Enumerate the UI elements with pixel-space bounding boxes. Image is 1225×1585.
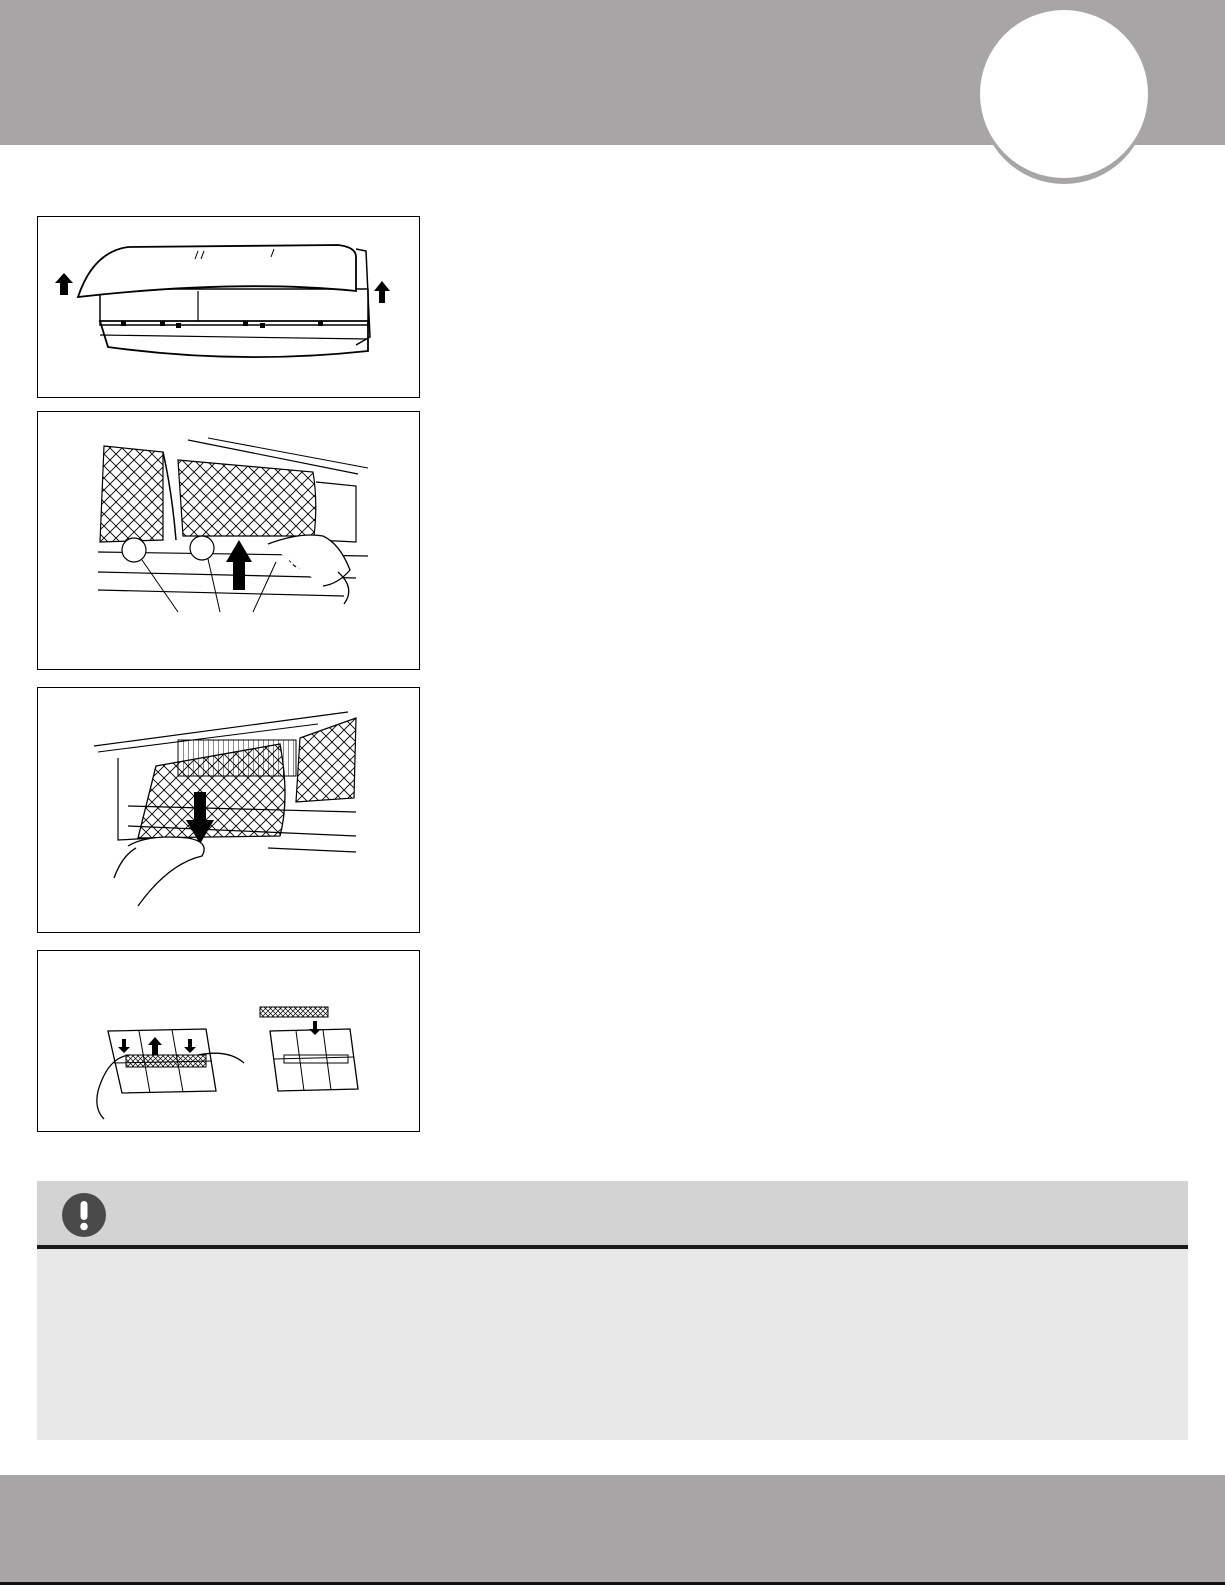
note-header [37,1181,1188,1249]
figure-filter-tabs [37,411,420,670]
page-number-badge [980,10,1148,178]
exclamation-icon [61,1192,107,1238]
filter-tabs-push-up-illustration [38,412,421,671]
figure-air-freshener [37,950,420,1132]
note-panel [37,1181,1188,1440]
pull-filter-down-illustration [38,688,421,934]
remove-attach-air-freshener-illustration [38,951,421,1133]
footer-bar [0,1475,1225,1585]
open-front-panel-illustration [38,217,421,399]
figure-pull-filter [37,687,420,933]
figure-open-panel [37,216,420,398]
